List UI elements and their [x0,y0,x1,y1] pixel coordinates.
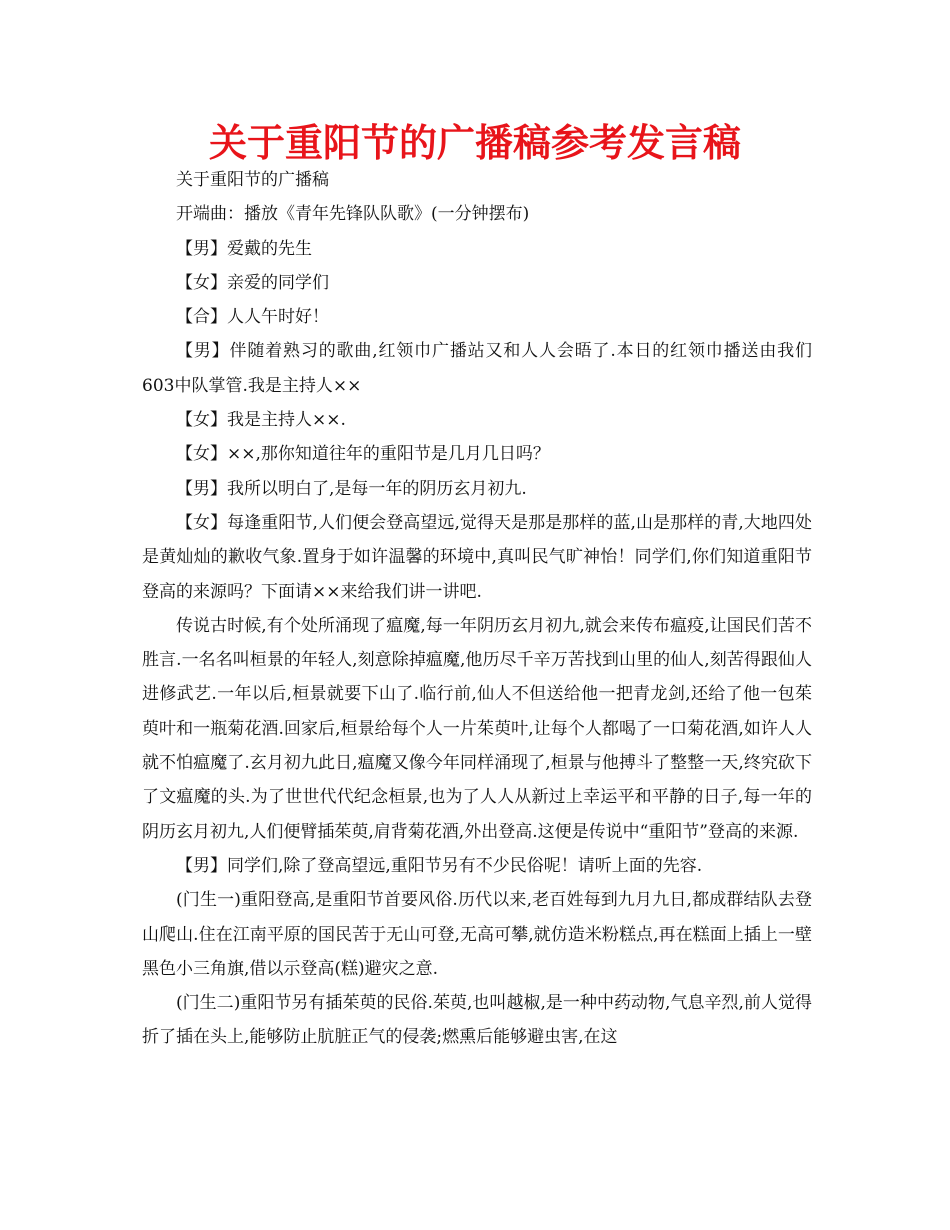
paragraph: (门生二)重阳节另有插茱萸的民俗.茱萸,也叫越椒,是一种中药动物,气息辛烈,前人觉得折了插在头上,能够防止肮脏正气的侵袭;燃熏后能够避虫害,在这 [142,993,812,1048]
paragraph: 关于重阳节的广播稿 [176,170,329,190]
paragraph: 【女】××,那你知道往年的重阳节是几月几日吗？ [176,444,550,465]
paragraph: 【男】我所以明白了,是每一年的阴历玄月初九. [176,478,527,499]
paragraph: 【合】人人午时好！ [176,307,329,328]
paragraph: 【男】伴随着熟习的歌曲,红领巾广播站又和人人会晤了.本日的红领巾播送由我们603中队掌管.我是主持人×× [142,341,812,396]
document-title: 关于重阳节的广播稿参考发言稿 [208,121,741,165]
paragraph: 开端曲：播放《青年先锋队队歌》(一分钟摆布) [176,204,530,225]
document-body [142,163,812,1055]
paragraph: 【男】爱戴的先生 [176,238,312,259]
paragraph: 传说古时候,有个处所涌现了瘟魔,每一年阴历玄月初九,就会来传布瘟疫,让国民们苦不胜言.一名名叫桓景的年轻人,刻意除掉瘟魔,他历尽千辛万苦找到山里的仙人,刻苦得跟仙人进修武艺.一年以后,桓景就要下山了.临行前,仙人不但送给他一把青龙剑,还给了他一包茱萸叶和一瓶菊花酒.回家后,桓景给每个人一片茱萸叶,让每个人都喝了一口菊花酒,如许人人就不怕瘟魔了.玄月初九此日,瘟魔又像今年同样涌现了,桓景与他搏斗了整整一天,终究砍下了文瘟魔的头.为了世世代代纪念桓景,也为了人人从新过上幸运平和平静的日子,每一年的阴历玄月初九,人们便臂插茱萸,肩背菊花酒,外出登高.这便是传说中“重阳节”登高的来源. [142,615,812,842]
paragraph: (门生一)重阳登高,是重阳节首要风俗.历代以来,老百姓每到九月九日,都成群结队去登山爬山.住在江南平原的国民苦于无山可登,无高可攀,就仿造米粉糕点,再在糕面上插上一壁黑色小三角旗,借以示登高(糕)避灾之意. [142,890,812,979]
paragraph: 【女】亲爱的同学们 [176,272,329,293]
paragraph: 【男】同学们,除了登高望远,重阳节另有不少民俗呢！请听上面的先容. [176,855,703,876]
paragraph: 【女】我是主持人××. [176,410,346,431]
paragraph: 【女】每逢重阳节,人们便会登高望远,觉得天是那是那样的蓝,山是那样的青,大地四处是黄灿灿的歉收气象.置身于如许温馨的环境中,真叫民气旷神怡！同学们,你们知道重阳节登高的来源吗？下面请××来给我们讲一讲吧. [142,512,812,602]
